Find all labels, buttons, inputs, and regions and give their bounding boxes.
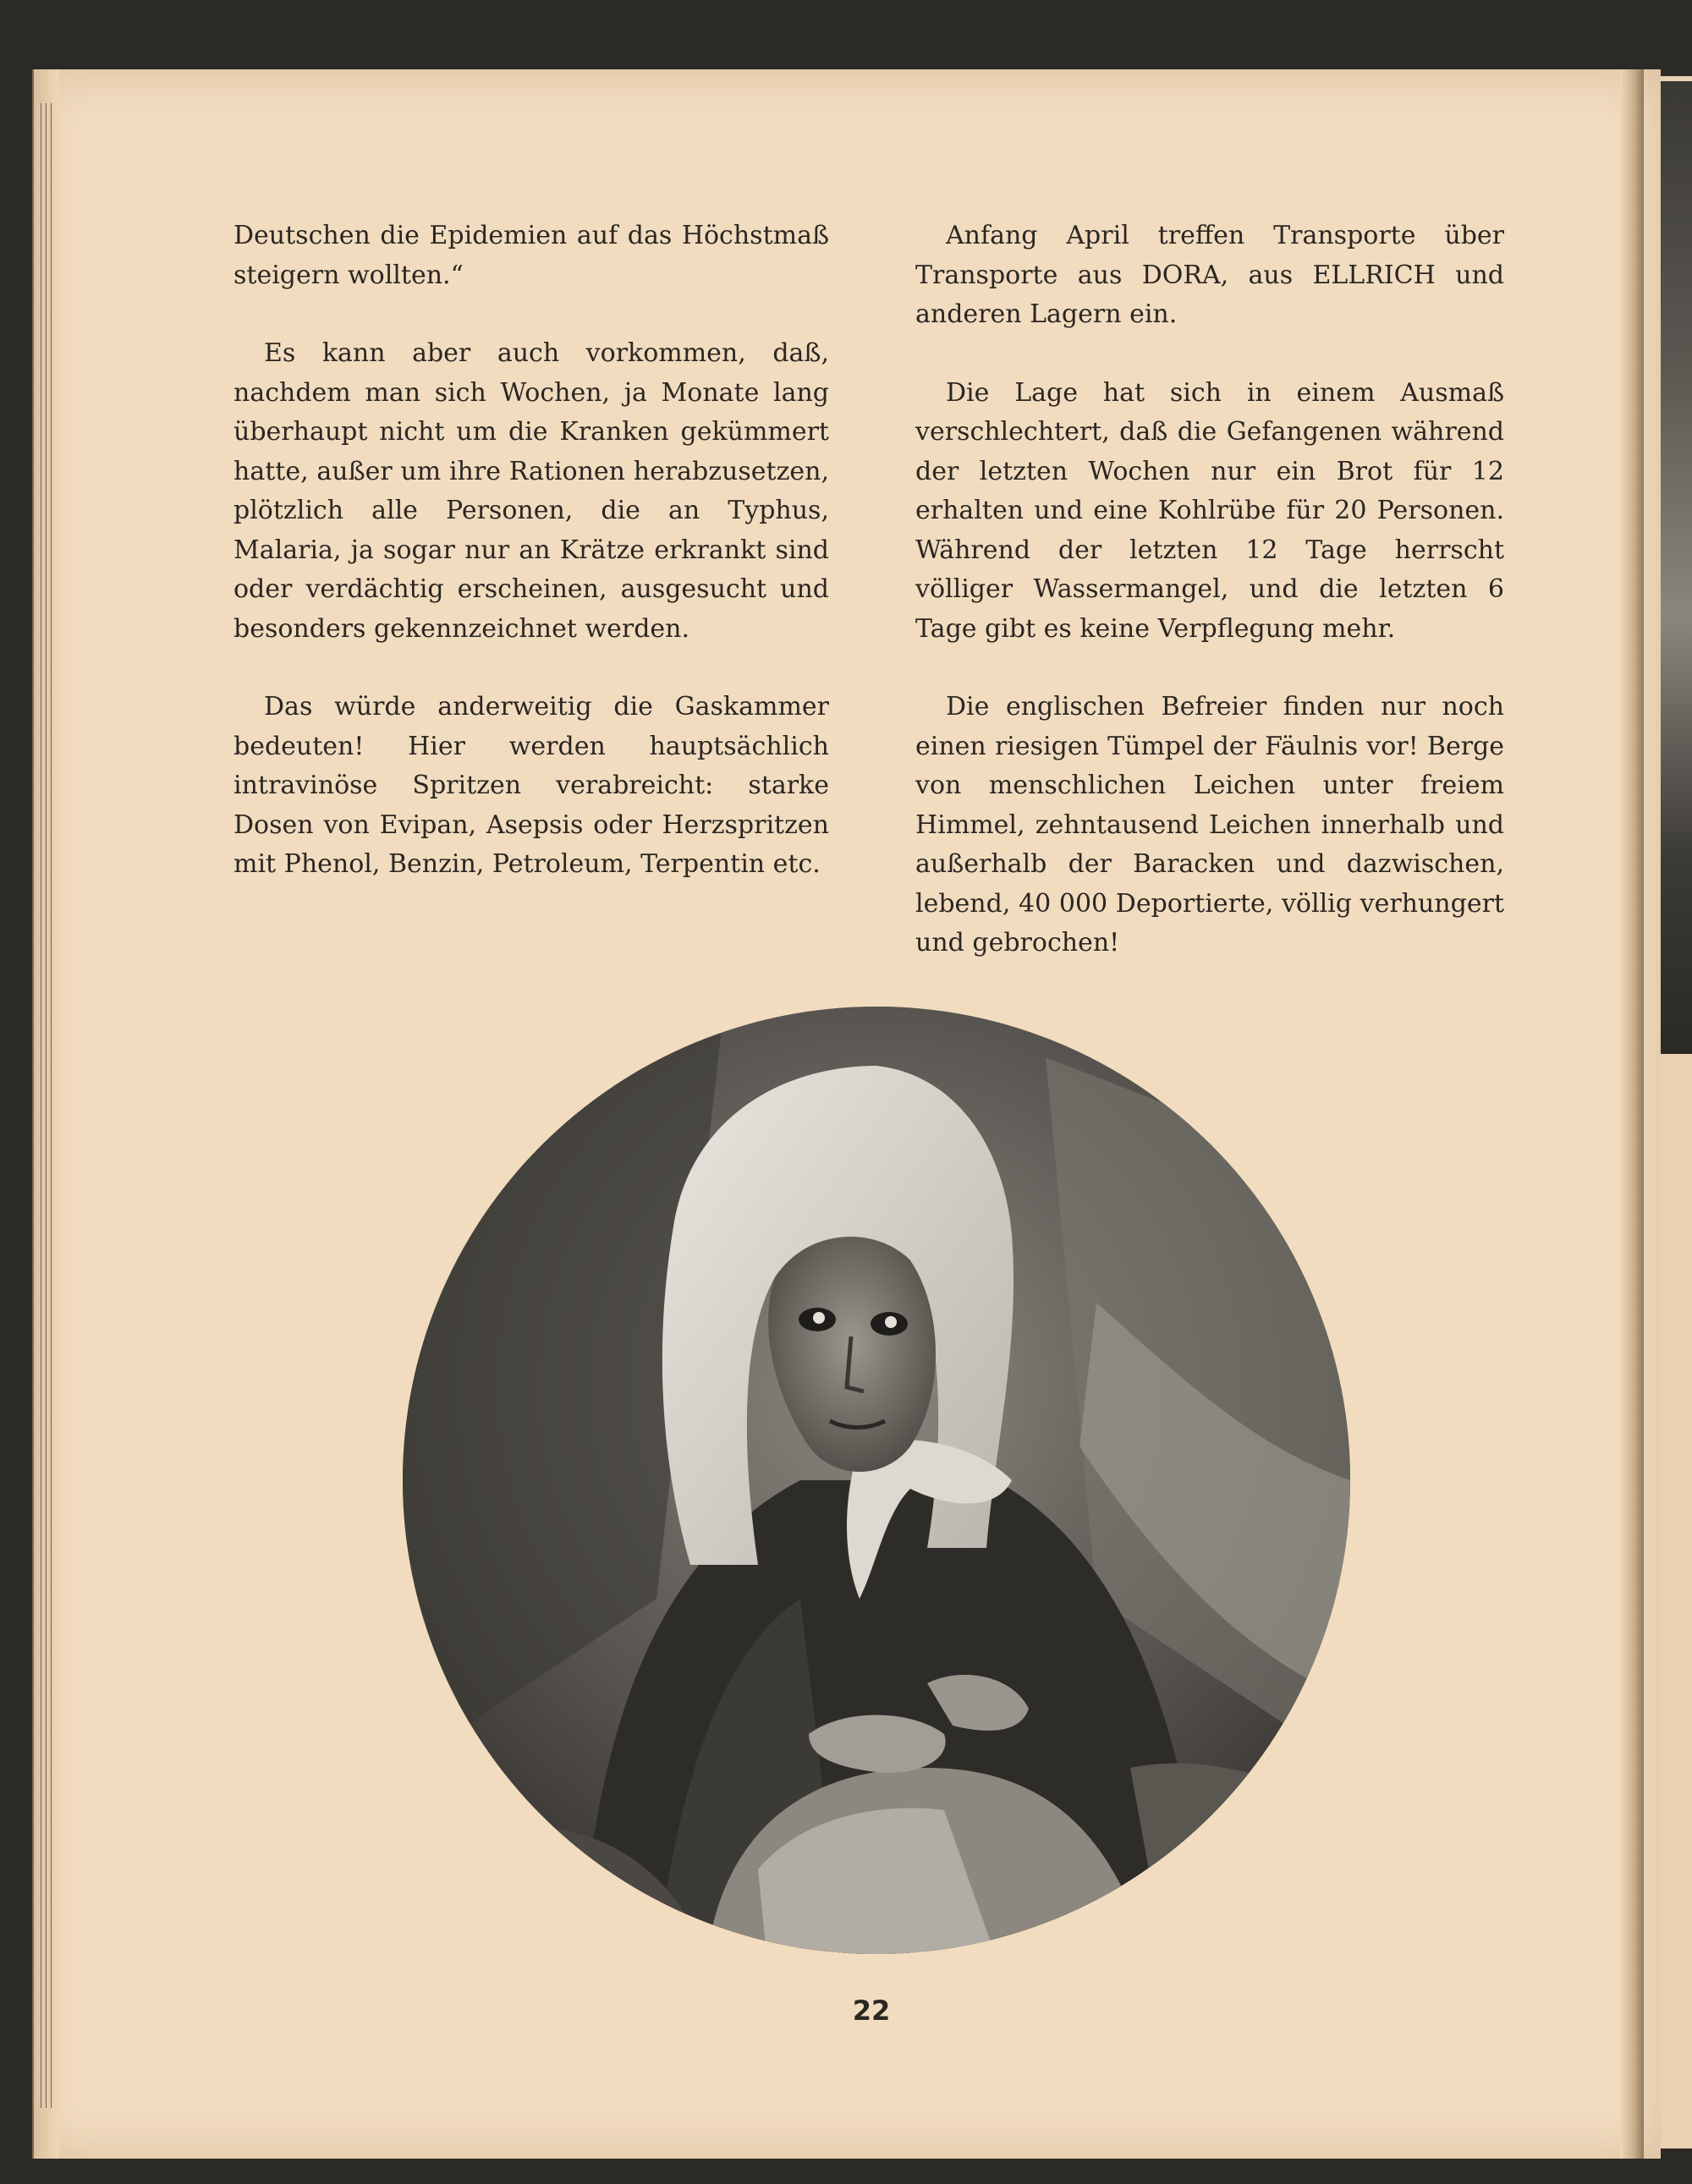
left-text-column xyxy=(233,217,829,924)
page-stack-edge xyxy=(32,69,59,2159)
circular-portrait-photo xyxy=(403,1007,1350,1954)
right-paragraph-2: Die Lage hat sich in einem Ausmaß verschlechtert, daß die Gefangenen während der letzten Wochen nur ein Brot für 12 erhalten und eine Kohlrübe für 20 Personen. Während der letzten 12 Tage herrscht völliger Wassermangel, und die letzten 6 Tage gibt es keine Verpflegung mehr. xyxy=(915,377,1504,644)
book-gutter xyxy=(1620,69,1644,2159)
portrait-illustration xyxy=(403,1007,1350,1954)
right-text-column xyxy=(915,217,1504,1002)
right-paragraph-1: Anfang April treffen Transporte über Transporte aus DORA, aus ELLRICH und anderen Lagern ein. xyxy=(915,221,1504,329)
page-number: 22 xyxy=(852,1995,891,2027)
left-paragraph-2: Es kann aber auch vorkommen, daß, nachdem man sich Wochen, ja Monate lang überhaupt nicht um die Kranken gekümmert hatte, außer um ihre Rationen herabzusetzen, plötzlich alle Personen, die an Typhus, Malaria, ja sogar nur an Krätze erkrankt sind oder verdächtig erscheinen, ausgesucht und besonders gekennzeichnet werden. xyxy=(233,338,829,644)
left-paragraph-3: Das würde anderweitig die Gaskammer bedeuten! Hier werden hauptsächlich intravinöse Spritzen verabreicht: starke Dosen von Evipan, Asepsis oder Herzspritzen mit Phenol, Benzin, Petroleum, Terpentin etc. xyxy=(233,692,829,879)
left-paragraph-1: Deutschen die Epidemien auf das Höchstmaß steigern wollten.“ xyxy=(233,221,829,290)
right-paragraph-3: Die englischen Befreier finden nur noch einen riesigen Tümpel der Fäulnis vor! Berge von menschlichen Leichen unter freiem Himmel, zehntausend Leichen innerhalb und außerhalb der Baracken und dazwischen, lebend, 40 000 Deportierte, völlig verhungert und gebrochen! xyxy=(915,692,1504,958)
